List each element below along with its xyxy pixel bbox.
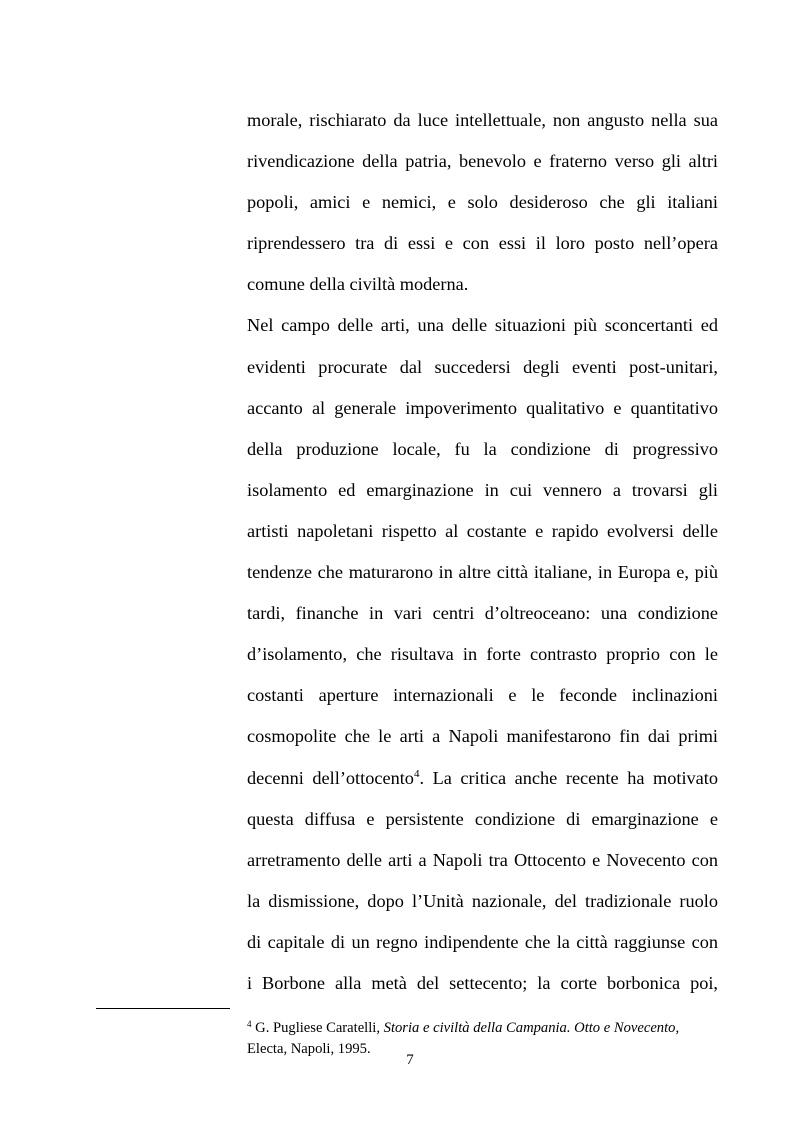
body-text-segment: decenni dell’ottocento — [247, 767, 414, 788]
footnote-title: Storia e civiltà della Campania. Otto e Novecento, — [383, 1020, 680, 1036]
body-line: arretramento delle arti a Napoli tra Ottocento e Novecento con — [247, 849, 718, 870]
body-line: isolamento ed emarginazione in cui vennero a trovarsi gli — [247, 479, 718, 500]
body-line: accanto al generale impoverimento qualitativo e quantitativo — [247, 397, 718, 418]
body-line: costanti aperture internazionali e le feconde inclinazioni — [247, 685, 718, 706]
body-text-segment: . La critica anche recente ha motivato — [419, 767, 719, 788]
body-line: tendenze che maturarono in altre città italiane, in Europa e, più — [247, 562, 718, 583]
body-line: rivendicazione della patria, benevolo e fraterno verso gli altri — [247, 151, 718, 172]
body-line: la dismissione, dopo l’Unità nazionale, del tradizionale ruolo — [247, 890, 718, 911]
body-line: di capitale di un regno indipendente che la città raggiunse con — [247, 931, 718, 952]
footnote-number: 4 — [247, 1019, 252, 1029]
page-number: 7 — [406, 1052, 414, 1068]
body-line: artisti napoletani rispetto al costante e rapido evolversi delle — [247, 520, 718, 541]
footnote-publisher: Electa, Napoli, 1995. — [247, 1040, 371, 1057]
body-text — [247, 100, 718, 1004]
footnote-separator — [96, 1008, 230, 1009]
body-line: tardi, finanche in vari centri d’oltreoceano: una condizione — [247, 603, 718, 624]
body-line: cosmopolite che le arti a Napoli manifestarono fin dai primi — [247, 726, 718, 747]
body-line: della produzione locale, fu la condizione di progressivo — [247, 438, 718, 459]
body-line: Nel campo delle arti, una delle situazioni più sconcertanti ed — [247, 315, 718, 336]
footnote-author: G. Pugliese Caratelli, — [251, 1020, 384, 1036]
footnote-reference[interactable]: 4 — [413, 767, 420, 780]
body-line: morale, rischiarato da luce intellettuale, non angusto nella sua — [247, 110, 718, 130]
body-line: popoli, amici e nemici, e solo desideroso che gli italiani — [247, 192, 718, 213]
body-line: i Borbone alla metà del settecento; la corte borbonica poi, — [247, 972, 718, 993]
body-line: d’isolamento, che risultava in forte contrasto proprio con le — [247, 644, 718, 665]
body-line: questa diffusa e persistente condizione di emarginazione e — [247, 808, 718, 829]
footnote — [247, 1018, 707, 1059]
body-line: riprendessero tra di essi e con essi il loro posto nell’opera — [247, 233, 718, 254]
body-line: comune della civiltà moderna. — [247, 274, 469, 295]
body-line: evidenti procurate dal succedersi degli eventi post-unitari, — [247, 356, 718, 377]
body-line-with-footnote-ref — [247, 758, 718, 799]
